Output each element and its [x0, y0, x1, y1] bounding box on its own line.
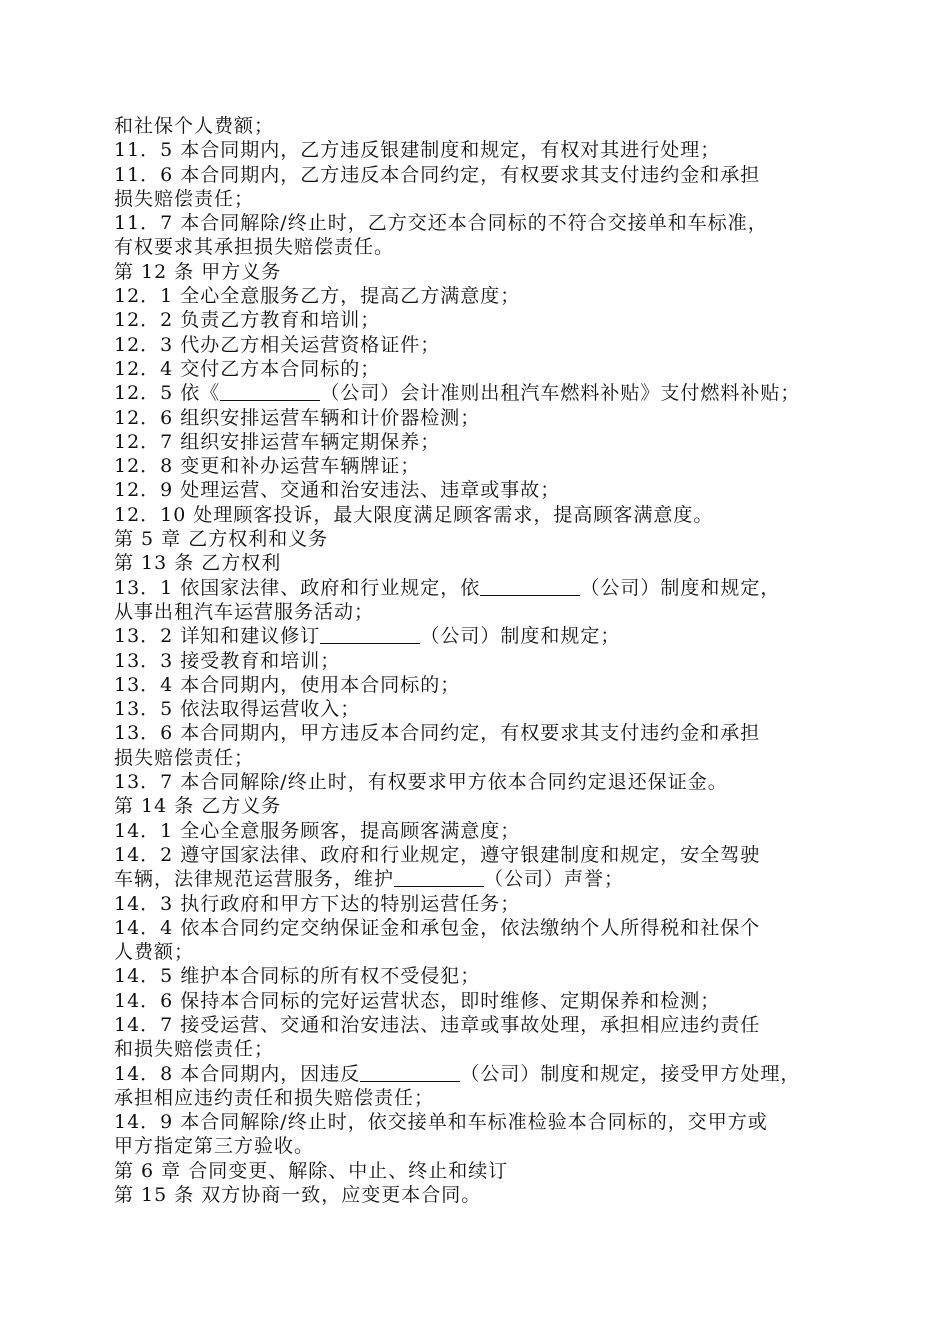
clause-14-9: 14．9 本合同解除/终止时，依交接单和车标准检验本合同标的，交甲方或	[114, 1111, 768, 1134]
text-line: 承担相应违约责任和损失赔偿责任；	[114, 1086, 435, 1109]
clause-14-7: 14．7 接受运营、交通和治安违法、违章或事故处理，承担相应违约责任	[114, 1013, 761, 1036]
clause-13-3: 13．3 接受教育和培训；	[114, 649, 341, 672]
text-segment: （公司）制度和规定，	[580, 576, 781, 599]
clause-12-5	[114, 381, 854, 405]
clause-13-4: 13．4 本合同期内，使用本合同标的；	[114, 673, 461, 696]
clause-12-4: 12．4 交付乙方本合同标的；	[114, 357, 381, 380]
clause-13-7: 13．7 本合同解除/终止时，有权要求甲方依本合同约定退还保证金。	[114, 771, 728, 794]
text-line: 从事出租汽车运营服务活动；	[114, 600, 375, 623]
clause-14-5: 14．5 维护本合同标的所有权不受侵犯；	[114, 965, 481, 988]
text-segment: （公司）制度和规定；	[420, 625, 621, 648]
text-line: 甲方指定第三方验收。	[114, 1135, 315, 1158]
text-segment: （公司）制度和规定，接受甲方处理，	[460, 1062, 801, 1085]
clause-12-10: 12．10 处理顾客投诉，最大限度满足顾客需求，提高顾客满意度。	[114, 503, 714, 526]
clause-12-8: 12．8 变更和补办运营车辆牌证；	[114, 455, 421, 478]
clause-11-5: 11．5 本合同期内，乙方违反银建制度和规定，有权对其进行处理；	[114, 139, 721, 162]
fill-blank	[394, 869, 484, 887]
fill-blank	[360, 1064, 460, 1082]
text-line: 有权要求其承担损失赔偿责任。	[114, 236, 395, 259]
clause-13-5: 13．5 依法取得运营收入；	[114, 698, 361, 721]
clause-11-6: 11．6 本合同期内，乙方违反本合同约定，有权要求其支付违约金和承担	[114, 163, 761, 186]
text-line: 损失赔偿责任；	[114, 187, 255, 210]
text-segment: 13．2 详知和建议修订	[114, 625, 321, 648]
clause-12-3: 12．3 代办乙方相关运营资格证件；	[114, 333, 441, 356]
clause-12-9: 12．9 处理运营、交通和治安违法、违章或事故；	[114, 479, 561, 502]
clause-14-2: 14．2 遵守国家法律、政府和行业规定，遵守银建制度和规定，安全驾驶	[114, 843, 761, 866]
clause-12-7: 12．7 组织安排运营车辆定期保养；	[114, 430, 441, 453]
article-15-heading: 第 15 条 双方协商一致，应变更本合同。	[114, 1184, 482, 1207]
article-13-heading: 第 13 条 乙方权利	[114, 552, 282, 575]
clause-13-1	[114, 576, 854, 600]
clause-14-3: 14．3 执行政府和甲方下达的特别运营任务；	[114, 892, 521, 915]
text-segment: （公司）声誉；	[484, 868, 625, 891]
text-segment: 13．1 依国家法律、政府和行业规定，依	[114, 576, 481, 599]
clause-14-4: 14．4 依本合同约定交纳保证金和承包金，依法缴纳个人所得税和社保个	[114, 916, 761, 939]
clause-13-6: 13．6 本合同期内，甲方违反本合同约定，有权要求其支付违约金和承担	[114, 722, 761, 745]
fill-blank	[480, 578, 580, 596]
clause-12-1: 12．1 全心全意服务乙方，提高乙方满意度；	[114, 285, 521, 308]
clause-14-6: 14．6 保持本合同标的完好运营状态，即时维修、定期保养和检测；	[114, 989, 721, 1012]
text-line: 和损失赔偿责任；	[114, 1038, 275, 1061]
fill-blank	[320, 626, 420, 644]
clause-14-8	[114, 1062, 854, 1086]
chapter-5-heading: 第 5 章 乙方权利和义务	[114, 528, 329, 551]
chapter-6-heading: 第 6 章 合同变更、解除、中止、终止和续订	[114, 1159, 509, 1182]
article-12-heading: 第 12 条 甲方义务	[114, 260, 282, 283]
clause-12-2: 12．2 负责乙方教育和培训；	[114, 309, 381, 332]
text-segment: 12．5 依《	[114, 382, 221, 405]
text-line: 人费额；	[114, 941, 195, 964]
clause-11-7: 11．7 本合同解除/终止时，乙方交还本合同标的不符合交接单和车标准，	[114, 212, 768, 235]
text-segment: 14．8 本合同期内，因违反	[114, 1062, 361, 1085]
fill-blank	[220, 383, 320, 401]
clause-12-6: 12．6 组织安排运营车辆和计价器检测；	[114, 406, 481, 429]
text-segment: （公司）会计准则出租汽车燃料补贴》支付燃料补贴；	[320, 382, 801, 405]
text-line	[114, 867, 854, 891]
text-line: 和社保个人费额；	[114, 115, 275, 137]
text-line: 损失赔偿责任；	[114, 746, 255, 769]
text-segment: 车辆，法律规范运营服务，维护	[114, 868, 395, 891]
clause-14-1: 14．1 全心全意服务顾客，提高顾客满意度；	[114, 819, 521, 842]
article-14-heading: 第 14 条 乙方义务	[114, 795, 282, 818]
contract-text	[114, 114, 854, 1207]
clause-13-2	[114, 624, 854, 648]
